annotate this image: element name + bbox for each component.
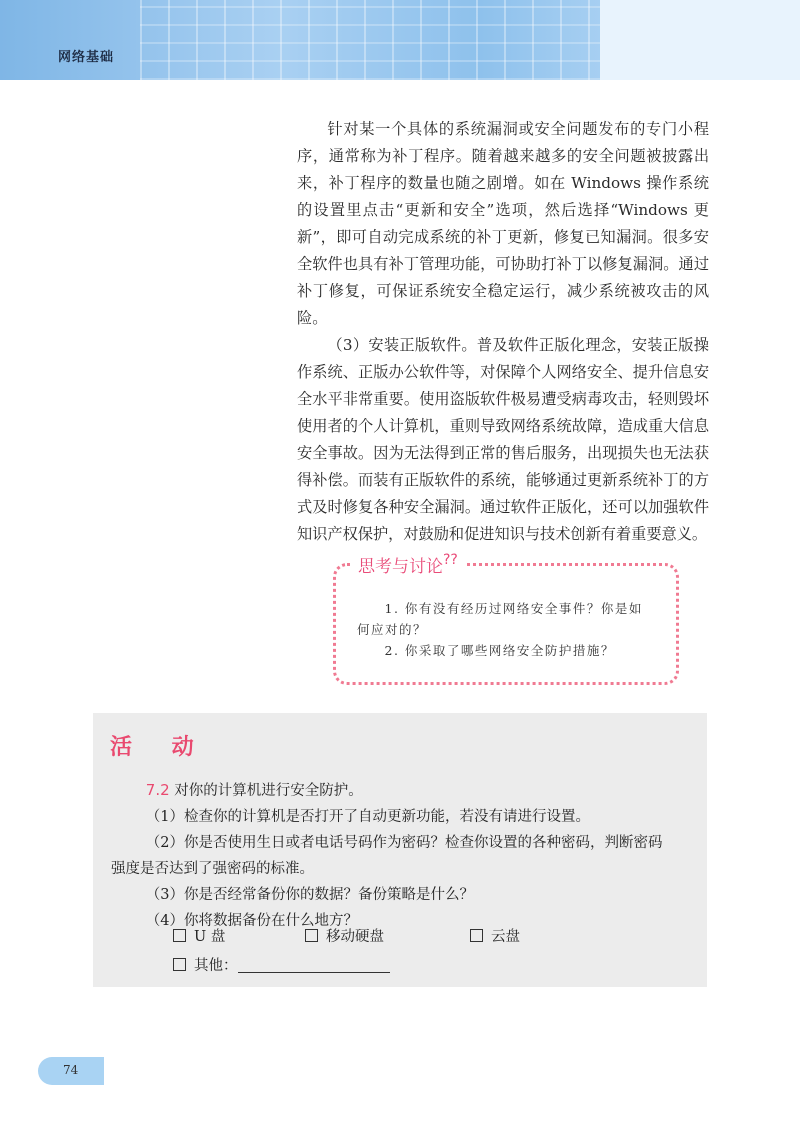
- header-panel: [600, 0, 800, 80]
- activity-item-2: （2）你是否使用生日或者电话号码作为密码？检查你设置的各种密码，判断密码: [145, 835, 663, 851]
- checkbox-icon[interactable]: [173, 958, 186, 971]
- think-discuss-questions: [357, 598, 655, 661]
- activity-content: [111, 777, 693, 934]
- think-title-text: 思考与讨论: [358, 557, 443, 577]
- option-cloud[interactable]: [470, 925, 520, 946]
- other-blank-line[interactable]: [238, 958, 390, 973]
- option-external-drive[interactable]: [305, 925, 384, 946]
- activity-heading: 活 动: [110, 735, 210, 760]
- checkbox-icon[interactable]: [173, 929, 186, 942]
- question-marks-icon: ??: [443, 552, 458, 568]
- activity-intro: [111, 777, 693, 804]
- activity-item-2-cont: 强度是否达到了强密码的标准。: [111, 861, 314, 877]
- checkbox-icon[interactable]: [305, 929, 318, 942]
- option-label: 移动硬盘: [326, 929, 384, 945]
- think-question-1: 1. 你有没有经历过网络安全事件？你是如何应对的？: [357, 601, 643, 637]
- checkbox-icon[interactable]: [470, 929, 483, 942]
- header-banner: [0, 0, 800, 80]
- option-usb[interactable]: [173, 925, 225, 946]
- header-decoration: [140, 0, 600, 80]
- body-text: [297, 116, 709, 548]
- option-label: U 盘: [194, 929, 226, 945]
- activity-intro-text: 对你的计算机进行安全防护。: [174, 783, 363, 799]
- think-discuss-title: [352, 552, 464, 577]
- activity-item-3: （3）你是否经常备份你的数据？备份策略是什么？: [145, 887, 475, 903]
- option-label: 云盘: [491, 929, 520, 945]
- page-number: 74: [63, 1063, 79, 1077]
- option-other[interactable]: [173, 954, 390, 975]
- activity-item-1: （1）检查你的计算机是否打开了自动更新功能，若没有请进行设置。: [145, 809, 591, 825]
- activity-item-4: （4）你将数据备份在什么地方？: [145, 913, 359, 929]
- option-label: 其他：: [194, 958, 238, 974]
- activity-number: 7.2: [145, 781, 170, 799]
- paragraph-genuine-software: （3）安装正版软件。普及软件正版化理念，安装正版操作系统、正版办公软件等，对保障个人网络安全、提升信息安全水平非常重要。使用盗版软件极易遭受病毒攻击，轻则毁坏使用者的个人计算机，重则导致网络系统故障，造成重大信息安全事故。因为无法得到正常的售后服务，出现损失也无法获得补偿。而装有正版软件的系统，能够通过更新系统补丁的方式及时修复各种安全漏洞。通过软件正版化，还可以加强软件知识产权保护，对鼓励和促进知识与技术创新有着重要意义。: [297, 336, 709, 543]
- section-title: 网络基础: [58, 50, 115, 65]
- think-question-2: 2. 你采取了哪些网络安全防护措施？: [384, 643, 615, 658]
- paragraph-patch: 针对某一个具体的系统漏洞或安全问题发布的专门小程序，通常称为补丁程序。随着越来越多的安全问题被披露出来，补丁程序的数量也随之剧增。如在 Windows 操作系统的设置里点击“更新和安全”选项，然后选择“Windows 更新”，即可自动完成系统的补丁更新，修复已知漏洞。很多安全软件也具有补丁管理功能，可协助打补丁以修复漏洞。通过补丁修复，可保证系统安全稳定运行，减少系统被攻击的风险。: [297, 120, 709, 327]
